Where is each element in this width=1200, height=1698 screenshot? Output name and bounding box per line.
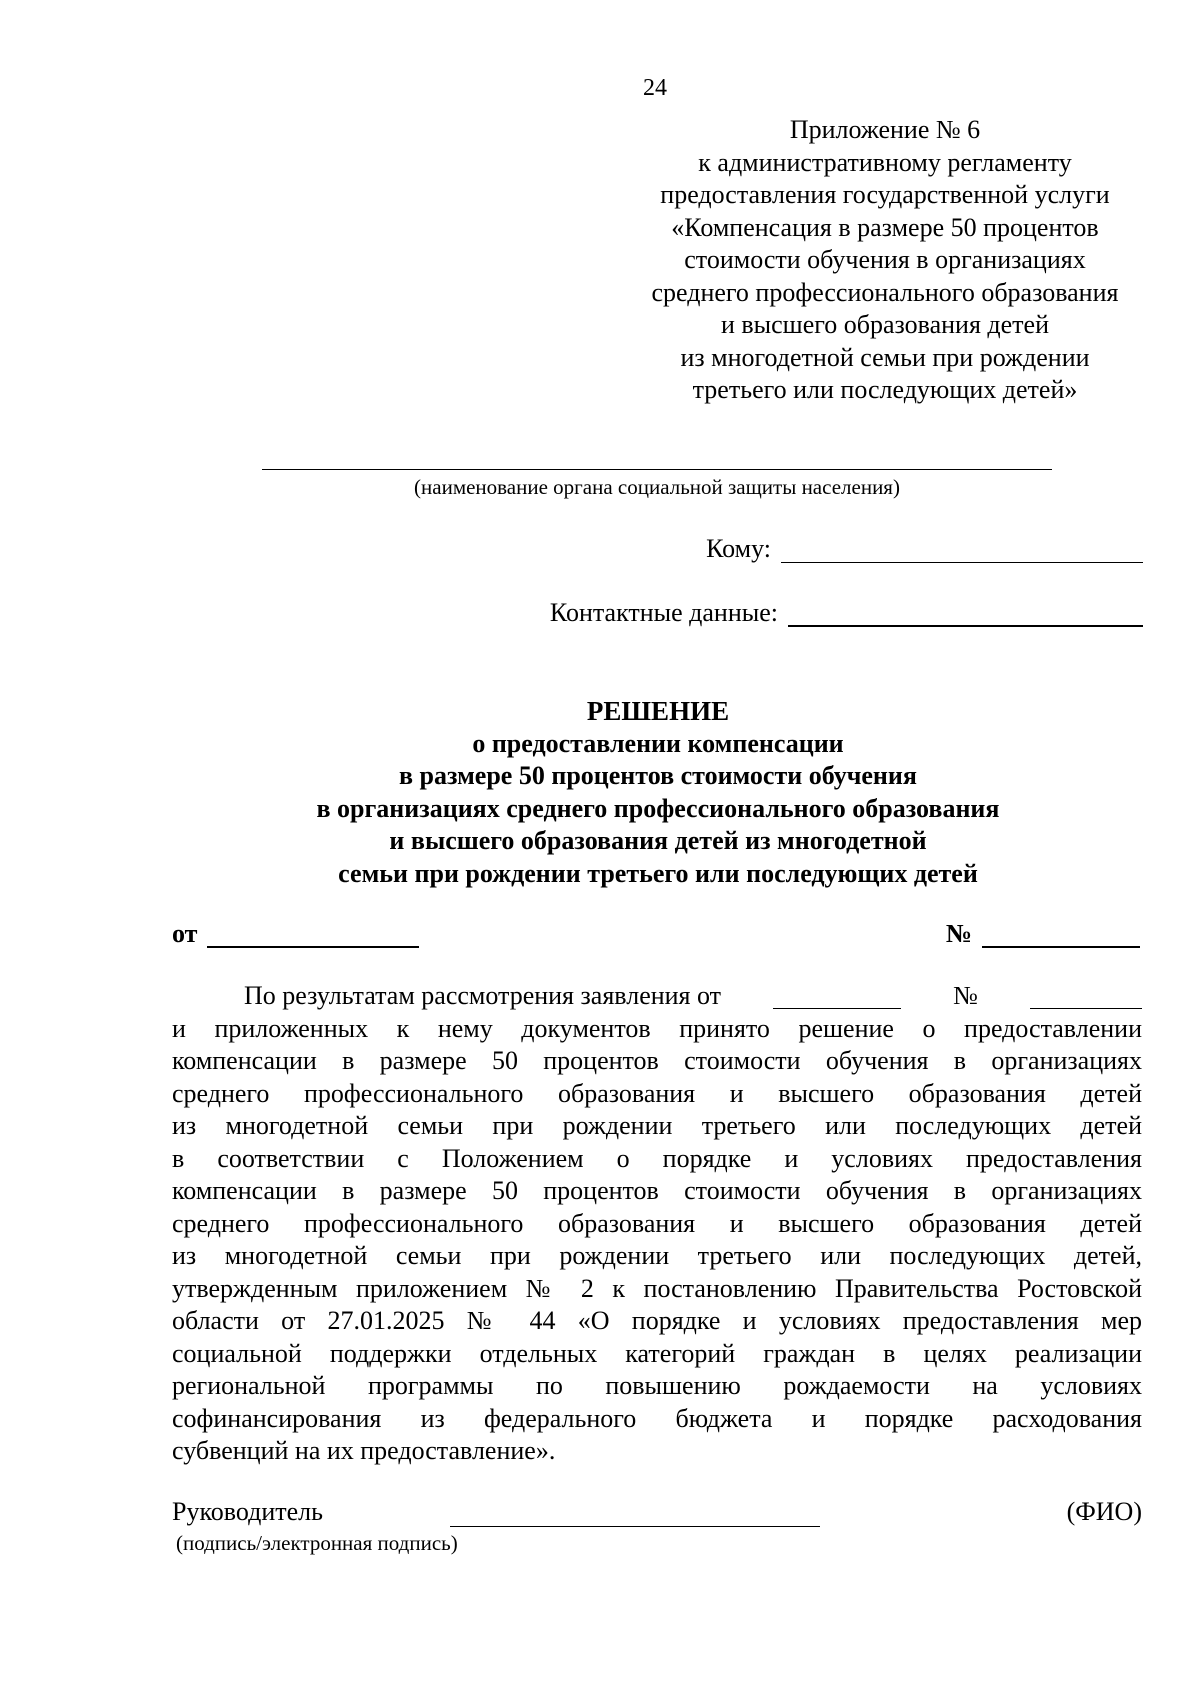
decision-date-row [172,918,419,950]
recipient-contacts-row [550,597,1143,629]
decision-subtitle-line: о предоставлении компенсации [472,728,844,758]
decision-subtitle-line: в размере 50 процентов стоимости обучения [399,761,917,790]
appendix-line: к административному регламенту [698,147,1072,177]
application-number-sign: № [953,981,978,1010]
body-line: среднего профессионального образования и высшего образования детей [172,1208,1142,1238]
body-line: из многодетной семьи при рождении третьего или последующих детей [172,1111,1142,1140]
decision-body [172,980,1142,1468]
decision-number-label: № [945,919,972,948]
signatory-role: Руководитель [172,1497,323,1526]
body-line: среднего профессионального образования и высшего образования детей [172,1078,1142,1108]
application-number-blank [1030,984,1142,1009]
authority-caption: (наименование органа социальной защиты населения) [414,475,900,499]
appendix-header [620,114,1150,407]
application-date-blank [773,984,901,1009]
decision-date-blank [207,920,419,948]
appendix-line: среднего профессионального образования [651,277,1119,307]
body-line: и приложенных к нему документов принято решение о предоставлении [172,1013,1142,1043]
appendix-line: «Компенсация в размере 50 процентов [671,212,1099,242]
recipient-contacts-blank [788,599,1143,627]
body-first-line [172,980,1142,1013]
body-line: региональной программы по повышению рождаемости на условиях [172,1371,1142,1400]
decision-number-blank [982,920,1140,948]
page-number: 24 [643,75,667,101]
decision-subtitle-line: и высшего образования детей из многодетной [389,826,927,855]
recipient-to-label: Кому: [706,534,771,563]
recipient-contacts-label: Контактные данные: [549,598,778,627]
signature-blank [450,1526,820,1527]
body-first-line-text: По результатам рассмотрения заявления от [244,981,722,1010]
recipient-to-row [706,533,1143,565]
body-line: в соответствии с Положением о порядке и условиях предоставления [172,1143,1142,1173]
signatory-fio: (ФИО) [1066,1497,1142,1526]
body-line: компенсации в размере 50 процентов стоимости обучения в организациях [172,1176,1142,1205]
appendix-line: предоставления государственной услуги [660,180,1110,209]
decision-number-row [946,918,1140,950]
body-line: субвенций на их предоставление». [172,1436,556,1465]
decision-subtitle-line: в организациях среднего профессионального образования [316,793,1000,823]
appendix-line: Приложение № 6 [789,115,981,144]
appendix-line: третьего или последующих детей» [692,375,1078,404]
recipient-to-blank [781,536,1143,563]
body-line: области от 27.01.2025 № 44 «О порядке и условиях предоставления мер [172,1306,1142,1335]
decision-heading: РЕШЕНИЕ [586,696,730,726]
appendix-line: стоимости обучения в организациях [684,245,1086,274]
appendix-line: из многодетной семьи при рождении [680,342,1090,372]
appendix-line: и высшего образования детей [720,310,1049,339]
decision-date-label: от [172,919,198,948]
decision-subtitle-line: семьи при рождении третьего или последующих детей [338,858,978,888]
body-line: софинансирования из федерального бюджета и порядке расходования [172,1403,1142,1433]
signature-caption: (подпись/электронная подпись) [176,1531,458,1555]
authority-name-blank [262,469,1052,470]
body-line: компенсации в размере 50 процентов стоимости обучения в организациях [172,1046,1142,1075]
signature-row [172,1496,1142,1530]
body-line: утвержденным приложением № 2 к постановлению Правительства Ростовской [172,1273,1142,1303]
decision-title [170,695,1146,890]
body-line: из многодетной семьи при рождении третьего или последующих детей, [172,1241,1142,1270]
body-line: социальной поддержки отдельных категорий граждан в целях реализации [172,1338,1142,1368]
